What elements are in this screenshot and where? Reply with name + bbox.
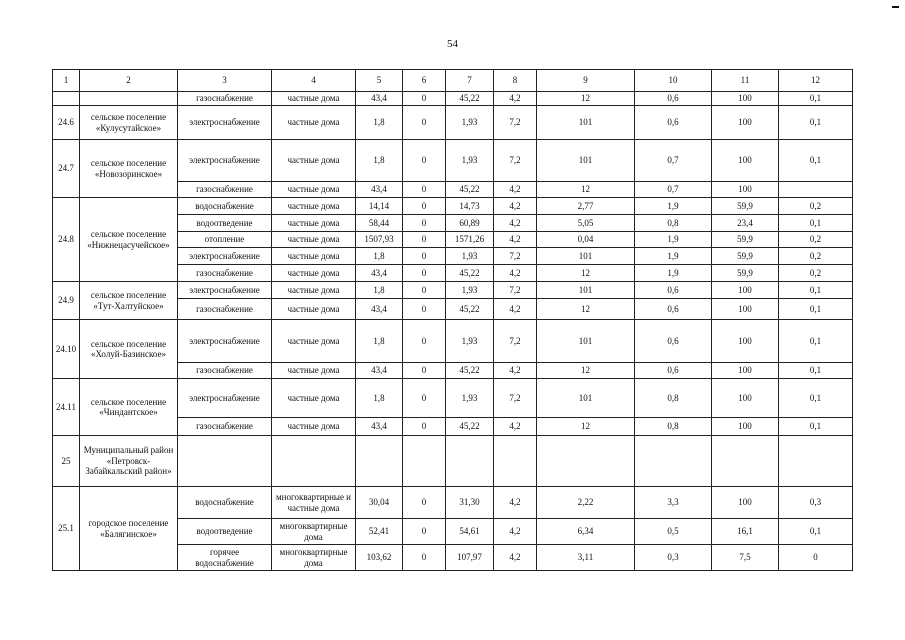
tariff-table bbox=[52, 69, 853, 571]
table-cell: 1,9 bbox=[635, 248, 712, 265]
table-cell: 0,3 bbox=[779, 487, 853, 519]
table-cell: 0 bbox=[403, 92, 446, 106]
table-cell: 100 bbox=[712, 418, 779, 436]
table-cell: 0,04 bbox=[537, 232, 635, 248]
table-cell: 12 bbox=[537, 92, 635, 106]
table-cell: 0 bbox=[403, 232, 446, 248]
table-cell: частные дома bbox=[272, 379, 356, 418]
row-id: 24.11 bbox=[53, 379, 80, 436]
table-cell: электроснабжение bbox=[178, 248, 272, 265]
table-cell: 0,6 bbox=[635, 92, 712, 106]
table-cell: 0,7 bbox=[635, 140, 712, 182]
table-row bbox=[53, 106, 853, 140]
table-cell: многоквартирные дома bbox=[272, 519, 356, 545]
table-cell: 4,2 bbox=[494, 265, 537, 282]
header-row bbox=[53, 70, 853, 92]
table-cell: 0 bbox=[403, 299, 446, 320]
table-cell: газоснабжение bbox=[178, 299, 272, 320]
header-cell: 6 bbox=[403, 70, 446, 92]
table-row bbox=[53, 140, 853, 182]
table-cell: 4,2 bbox=[494, 545, 537, 571]
table-cell: 45,22 bbox=[446, 363, 494, 379]
settlement-name: сельское поселение «Чиндантское» bbox=[80, 379, 178, 436]
table-cell: 43,4 bbox=[356, 92, 403, 106]
table-cell: 12 bbox=[537, 299, 635, 320]
table-cell: электроснабжение bbox=[178, 282, 272, 299]
table-cell: отопление bbox=[178, 232, 272, 248]
table-cell: водоснабжение bbox=[178, 487, 272, 519]
table-cell: частные дома bbox=[272, 232, 356, 248]
table-cell: электроснабжение bbox=[178, 106, 272, 140]
table-cell: 0,1 bbox=[779, 299, 853, 320]
table-cell: частные дома bbox=[272, 363, 356, 379]
table-cell: 0,1 bbox=[779, 215, 853, 232]
header-cell: 7 bbox=[446, 70, 494, 92]
table-cell: 43,4 bbox=[356, 299, 403, 320]
table-cell bbox=[356, 436, 403, 487]
table-cell: 1,93 bbox=[446, 320, 494, 363]
table-cell: 52,41 bbox=[356, 519, 403, 545]
table-cell: 7,2 bbox=[494, 282, 537, 299]
table-cell: 7,2 bbox=[494, 140, 537, 182]
table-body bbox=[53, 70, 853, 571]
table-cell: водоотведение bbox=[178, 519, 272, 545]
table-cell: 43,4 bbox=[356, 265, 403, 282]
table-cell: 5,05 bbox=[537, 215, 635, 232]
table-cell bbox=[403, 436, 446, 487]
header-cell: 8 bbox=[494, 70, 537, 92]
table-row bbox=[53, 92, 853, 106]
header-cell: 5 bbox=[356, 70, 403, 92]
table-cell: 4,2 bbox=[494, 363, 537, 379]
table-cell: 100 bbox=[712, 487, 779, 519]
table-cell: 23,4 bbox=[712, 215, 779, 232]
table-cell: частные дома bbox=[272, 140, 356, 182]
table-cell: 12 bbox=[537, 265, 635, 282]
table-cell: 100 bbox=[712, 379, 779, 418]
settlement-name: сельское поселение «Холуй-Базинское» bbox=[80, 320, 178, 379]
cell-empty bbox=[53, 92, 80, 106]
table-cell: 2,77 bbox=[537, 198, 635, 215]
table-cell: 0,1 bbox=[779, 379, 853, 418]
table-cell: электроснабжение bbox=[178, 320, 272, 363]
table-cell: 30,04 bbox=[356, 487, 403, 519]
table-cell: водоотведение bbox=[178, 215, 272, 232]
table-cell: 100 bbox=[712, 106, 779, 140]
table-cell: 43,4 bbox=[356, 418, 403, 436]
table-cell: 59,9 bbox=[712, 232, 779, 248]
table-cell: 107,97 bbox=[446, 545, 494, 571]
table-cell: 7,2 bbox=[494, 320, 537, 363]
table-cell: частные дома bbox=[272, 299, 356, 320]
table-cell: газоснабжение bbox=[178, 418, 272, 436]
table-cell: 0,8 bbox=[635, 215, 712, 232]
table-cell: 7,2 bbox=[494, 248, 537, 265]
table-cell: электроснабжение bbox=[178, 379, 272, 418]
table-cell: 45,22 bbox=[446, 92, 494, 106]
table-cell: 101 bbox=[537, 320, 635, 363]
row-id: 24.8 bbox=[53, 198, 80, 282]
row-id: 25 bbox=[53, 436, 80, 487]
table-cell: 0,6 bbox=[635, 363, 712, 379]
table-cell: частные дома bbox=[272, 198, 356, 215]
table-cell: 1,8 bbox=[356, 282, 403, 299]
table-cell bbox=[446, 436, 494, 487]
cell-empty bbox=[80, 92, 178, 106]
table-cell: 14,73 bbox=[446, 198, 494, 215]
table-cell: 43,4 bbox=[356, 182, 403, 198]
table-cell: 101 bbox=[537, 106, 635, 140]
table-cell: 1,93 bbox=[446, 106, 494, 140]
table-cell: частные дома bbox=[272, 106, 356, 140]
table-cell: 0,1 bbox=[779, 106, 853, 140]
table-cell: 101 bbox=[537, 379, 635, 418]
table-cell: частные дома bbox=[272, 215, 356, 232]
table-cell: 1,8 bbox=[356, 106, 403, 140]
table-row bbox=[53, 436, 853, 487]
table-cell bbox=[779, 436, 853, 487]
table-cell: 1,8 bbox=[356, 320, 403, 363]
table-cell: 0,2 bbox=[779, 232, 853, 248]
header-cell: 1 bbox=[53, 70, 80, 92]
table-cell: 16,1 bbox=[712, 519, 779, 545]
table-cell: 59,9 bbox=[712, 248, 779, 265]
table-cell: 2,22 bbox=[537, 487, 635, 519]
header-cell: 10 bbox=[635, 70, 712, 92]
table-cell: 0,1 bbox=[779, 140, 853, 182]
table-row bbox=[53, 198, 853, 215]
table-cell: 0,3 bbox=[635, 545, 712, 571]
table-cell: 0,6 bbox=[635, 106, 712, 140]
table-cell: 101 bbox=[537, 282, 635, 299]
table-cell: 4,2 bbox=[494, 198, 537, 215]
header-cell: 2 bbox=[80, 70, 178, 92]
header-cell: 12 bbox=[779, 70, 853, 92]
table-row bbox=[53, 320, 853, 363]
table-cell: 0,1 bbox=[779, 320, 853, 363]
table-cell: 100 bbox=[712, 320, 779, 363]
table-cell: 0 bbox=[403, 182, 446, 198]
table-cell: частные дома bbox=[272, 265, 356, 282]
table-cell: 0 bbox=[403, 140, 446, 182]
table-cell: 12 bbox=[537, 418, 635, 436]
table-cell: 1571,26 bbox=[446, 232, 494, 248]
table-cell: 45,22 bbox=[446, 418, 494, 436]
table-cell: 4,2 bbox=[494, 519, 537, 545]
table-cell: 4,2 bbox=[494, 215, 537, 232]
table-cell: 0 bbox=[403, 265, 446, 282]
table-cell: 101 bbox=[537, 140, 635, 182]
table-cell bbox=[635, 436, 712, 487]
table-cell: 58,44 bbox=[356, 215, 403, 232]
table-cell: частные дома bbox=[272, 418, 356, 436]
table-cell: 0,1 bbox=[779, 418, 853, 436]
table-cell: частные дома bbox=[272, 320, 356, 363]
table-cell: 100 bbox=[712, 140, 779, 182]
table-cell: 54,61 bbox=[446, 519, 494, 545]
table-cell: 100 bbox=[712, 363, 779, 379]
table-cell: 43,4 bbox=[356, 363, 403, 379]
table-cell: 31,30 bbox=[446, 487, 494, 519]
table-cell: 7,5 bbox=[712, 545, 779, 571]
table-cell: 0 bbox=[403, 320, 446, 363]
table-cell: 0 bbox=[403, 487, 446, 519]
settlement-name: городское поселение «Балягинское» bbox=[80, 487, 178, 571]
table-cell: 12 bbox=[537, 363, 635, 379]
table-cell: 100 bbox=[712, 299, 779, 320]
table-cell: 4,2 bbox=[494, 418, 537, 436]
table-cell: 59,9 bbox=[712, 265, 779, 282]
table-cell: частные дома bbox=[272, 282, 356, 299]
table-cell: 0 bbox=[403, 248, 446, 265]
settlement-name: сельское поселение «Кулусутайское» bbox=[80, 106, 178, 140]
table-cell bbox=[178, 436, 272, 487]
table-cell: 0,6 bbox=[635, 320, 712, 363]
table-cell: 1,9 bbox=[635, 265, 712, 282]
table-cell: 100 bbox=[712, 282, 779, 299]
table-cell: 1,93 bbox=[446, 379, 494, 418]
table-cell: 1,9 bbox=[635, 232, 712, 248]
table-cell: 59,9 bbox=[712, 198, 779, 215]
table-cell: 1507,93 bbox=[356, 232, 403, 248]
table-cell: 0 bbox=[403, 198, 446, 215]
table-cell: 1,93 bbox=[446, 282, 494, 299]
table-cell: 1,8 bbox=[356, 248, 403, 265]
header-cell: 4 bbox=[272, 70, 356, 92]
table-cell: 0 bbox=[403, 363, 446, 379]
table-cell: 0,6 bbox=[635, 282, 712, 299]
table-cell: 7,2 bbox=[494, 106, 537, 140]
table-cell: 14,14 bbox=[356, 198, 403, 215]
table-cell: частные дома bbox=[272, 182, 356, 198]
table-cell: 7,2 bbox=[494, 379, 537, 418]
table-cell: 0,7 bbox=[635, 182, 712, 198]
table-cell: 45,22 bbox=[446, 265, 494, 282]
table-cell: 45,22 bbox=[446, 299, 494, 320]
row-id: 24.7 bbox=[53, 140, 80, 198]
table-cell: 0 bbox=[403, 106, 446, 140]
table-row bbox=[53, 379, 853, 418]
header-cell: 11 bbox=[712, 70, 779, 92]
table-cell: 0 bbox=[403, 519, 446, 545]
header-cell: 9 bbox=[537, 70, 635, 92]
table-cell: 0 bbox=[403, 545, 446, 571]
table-cell: 45,22 bbox=[446, 182, 494, 198]
table-cell: 1,8 bbox=[356, 140, 403, 182]
table-cell: газоснабжение bbox=[178, 265, 272, 282]
settlement-name: сельское поселение «Новозоринское» bbox=[80, 140, 178, 198]
table-cell: частные дома bbox=[272, 92, 356, 106]
table-cell: газоснабжение bbox=[178, 182, 272, 198]
table-cell: 1,8 bbox=[356, 379, 403, 418]
table-cell: водоснабжение bbox=[178, 198, 272, 215]
table-cell: горячее водоснабжение bbox=[178, 545, 272, 571]
table-cell: 0 bbox=[403, 282, 446, 299]
table-cell: газоснабжение bbox=[178, 92, 272, 106]
table-cell bbox=[494, 436, 537, 487]
table-cell: 0,2 bbox=[779, 248, 853, 265]
table-cell: 0,1 bbox=[779, 282, 853, 299]
table-cell: многоквартирные и частные дома bbox=[272, 487, 356, 519]
table-cell bbox=[537, 436, 635, 487]
table-cell: 6,34 bbox=[537, 519, 635, 545]
table-cell: электроснабжение bbox=[178, 140, 272, 182]
settlement-name: сельское поселение «Тут-Халтуйское» bbox=[80, 282, 178, 320]
row-id: 24.10 bbox=[53, 320, 80, 379]
table-cell: 0,5 bbox=[635, 519, 712, 545]
settlement-name: Муниципальный район «Петровск-Забайкальский район» bbox=[80, 436, 178, 487]
table-cell: 100 bbox=[712, 92, 779, 106]
table-cell: 4,2 bbox=[494, 299, 537, 320]
table-cell bbox=[272, 436, 356, 487]
header-cell: 3 bbox=[178, 70, 272, 92]
table-cell: 0,1 bbox=[779, 363, 853, 379]
table-cell: 0 bbox=[779, 545, 853, 571]
table-cell: 4,2 bbox=[494, 92, 537, 106]
table-cell: 1,9 bbox=[635, 198, 712, 215]
table-cell bbox=[712, 436, 779, 487]
table-cell: 1,93 bbox=[446, 140, 494, 182]
table-cell: частные дома bbox=[272, 248, 356, 265]
table-row bbox=[53, 282, 853, 299]
page-number: 54 bbox=[447, 38, 458, 50]
table-cell: 0 bbox=[403, 418, 446, 436]
table-cell: 4,2 bbox=[494, 182, 537, 198]
table-cell: 4,2 bbox=[494, 232, 537, 248]
table-cell: 4,2 bbox=[494, 487, 537, 519]
table-row bbox=[53, 487, 853, 519]
table-cell: 3,11 bbox=[537, 545, 635, 571]
table-cell: 0,8 bbox=[635, 379, 712, 418]
row-id: 24.6 bbox=[53, 106, 80, 140]
table-cell: 0 bbox=[403, 215, 446, 232]
table-cell: 1,93 bbox=[446, 248, 494, 265]
corner-mark bbox=[892, 6, 899, 8]
table-cell: 60,89 bbox=[446, 215, 494, 232]
table-cell: газоснабжение bbox=[178, 363, 272, 379]
table-cell: 0,1 bbox=[779, 519, 853, 545]
table-cell: 103,62 bbox=[356, 545, 403, 571]
table-cell: 3,3 bbox=[635, 487, 712, 519]
settlement-name: сельское поселение «Нижнецасучейское» bbox=[80, 198, 178, 282]
table-cell: многоквартирные дома bbox=[272, 545, 356, 571]
table-cell: 0,2 bbox=[779, 265, 853, 282]
table-cell: 101 bbox=[537, 248, 635, 265]
table-cell: 0 bbox=[403, 379, 446, 418]
table-cell: 12 bbox=[537, 182, 635, 198]
row-id: 24.9 bbox=[53, 282, 80, 320]
table-cell: 0,6 bbox=[635, 299, 712, 320]
table-cell bbox=[779, 182, 853, 198]
table-cell: 0,8 bbox=[635, 418, 712, 436]
table-cell: 0,2 bbox=[779, 198, 853, 215]
row-id: 25.1 bbox=[53, 487, 80, 571]
table-cell: 0,1 bbox=[779, 92, 853, 106]
table-cell: 100 bbox=[712, 182, 779, 198]
